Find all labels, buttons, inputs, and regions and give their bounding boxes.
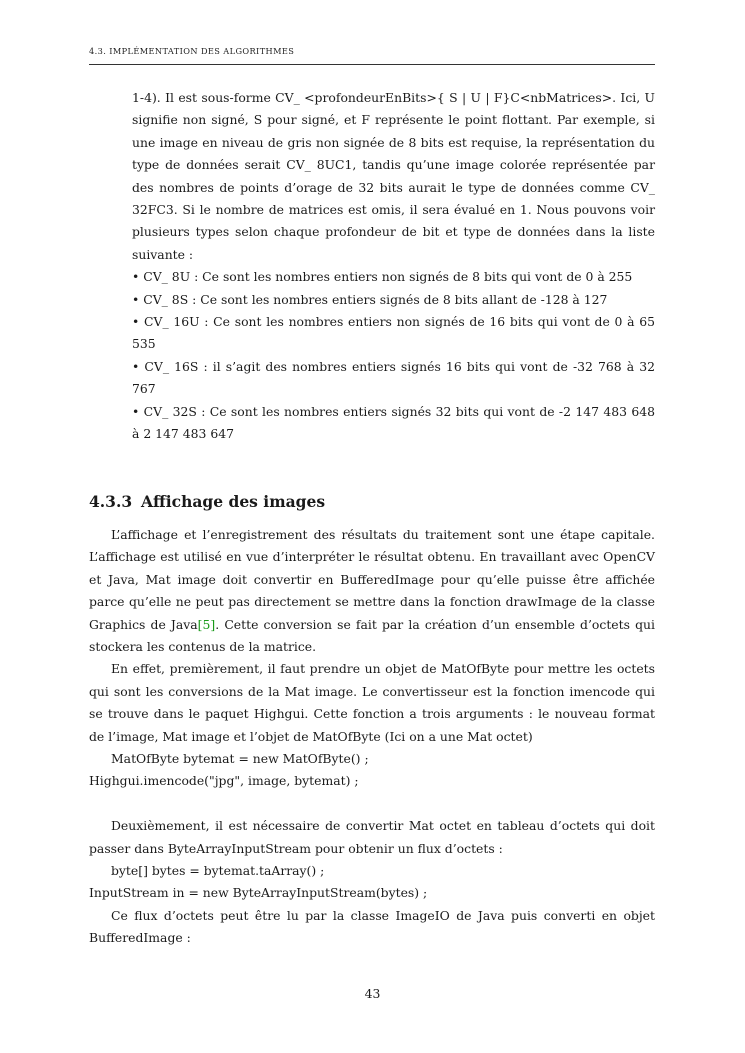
paragraph-matofbyte: En effet, premièrement, il faut prendre un objet de MatOfByte pour mettre les octets qui sont les conversions de la Mat image. Le convertisseur est la fonction imencode qui se trouve dans le paquet Highgui. Cette fonction a trois arguments : le nouveau format de l’image, Mat image et l’objet de MatOfByte (Ici on a une Mat octet) — [89, 661, 655, 744]
bullet-item: • CV_ 16S : il s’agit des nombres entiers signés 16 bits qui vont de -32 768 à 32 767 — [132, 358, 655, 397]
paragraph-text: . Cette conversion se fait par la création d’un ensemble d’octets qui stockera les contenus de la matrice. — [89, 616, 655, 655]
bullet-item: • CV_ 16U : Ce sont les nombres entiers non signés de 16 bits qui vont de 0 à 65 535 — [132, 314, 655, 352]
indented-continuation-block — [132, 87, 655, 446]
code-line: byte[] bytes = bytemat.taArray() ; — [111, 863, 325, 879]
page-number: 43 — [364, 986, 381, 1001]
section-body — [89, 524, 655, 950]
section-title: Affichage des images — [141, 492, 326, 511]
code-line: Highgui.imencode("jpg", image, bytemat) ; — [89, 773, 359, 789]
code-line: MatOfByte bytemat = new MatOfByte() ; — [111, 751, 369, 767]
section-number: 4.3.3 — [89, 492, 133, 511]
paragraph-byte-array: Deuxièmement, il est nécessaire de convertir Mat octet en tableau d’octets qui doit passer dans ByteArrayInputStream pour obtenir un flux d’octets : — [89, 818, 655, 856]
running-header: 4.3. IMPLÉMENTATION DES ALGORITHMES — [89, 46, 295, 56]
bullet-item: • CV_ 8S : Ce sont les nombres entiers signés de 8 bits allant de -128 à 127 — [132, 291, 608, 307]
continued-paragraph: 1-4). Il est sous-forme CV_ <profondeurEnBits>{ S | U | F}C<nbMatrices>. Ici, U signifie non signé, S pour signé, et F représente le point flottant. Par exemple, si une image en niveau de gris non signée de 8 bits est requise, la représentation du type de données serait CV_ 8UC1, tandis qu’une image colorée représentée par des nombres de points d’orage de 32 bits aurait le type de données comme CV_ 32FC3. Si le nombre de matrices est omis, il sera évalué en 1. Nous pouvons voir plusieurs types selon chaque profondeur de bit et type de données dans la liste suivante : — [132, 90, 655, 262]
bullet-item: • CV_ 32S : Ce sont les nombres entiers signés 32 bits qui vont de -2 147 483 648 à 2 147 483 647 — [132, 403, 655, 442]
paragraph-display-intro — [89, 524, 655, 658]
bullet-item: • CV_ 8U : Ce sont les nombres entiers non signés de 8 bits qui vont de 0 à 255 — [132, 269, 633, 285]
citation-link[interactable]: [5] — [197, 616, 216, 632]
header-rule — [89, 64, 655, 65]
code-line: InputStream in = new ByteArrayInputStream(bytes) ; — [89, 885, 428, 901]
section-heading — [89, 492, 655, 511]
paragraph-text: L’affichage et l’enregistrement des résultats du traitement sont une étape capitale. L’affichage est utilisé en vue d’interpréter le résultat obtenu. En travaillant avec OpenCV et Java, Mat image doit convertir en BufferedImage pour qu’elle puisse être affichée parce qu’elle ne peut pas directement se mettre dans la fonction drawImage de la classe Graphics de Java — [89, 527, 655, 632]
paragraph-imageio: Ce flux d’octets peut être lu par la classe ImageIO de Java puis converti en objet BufferedImage : — [89, 907, 655, 946]
blank-line — [89, 793, 655, 815]
